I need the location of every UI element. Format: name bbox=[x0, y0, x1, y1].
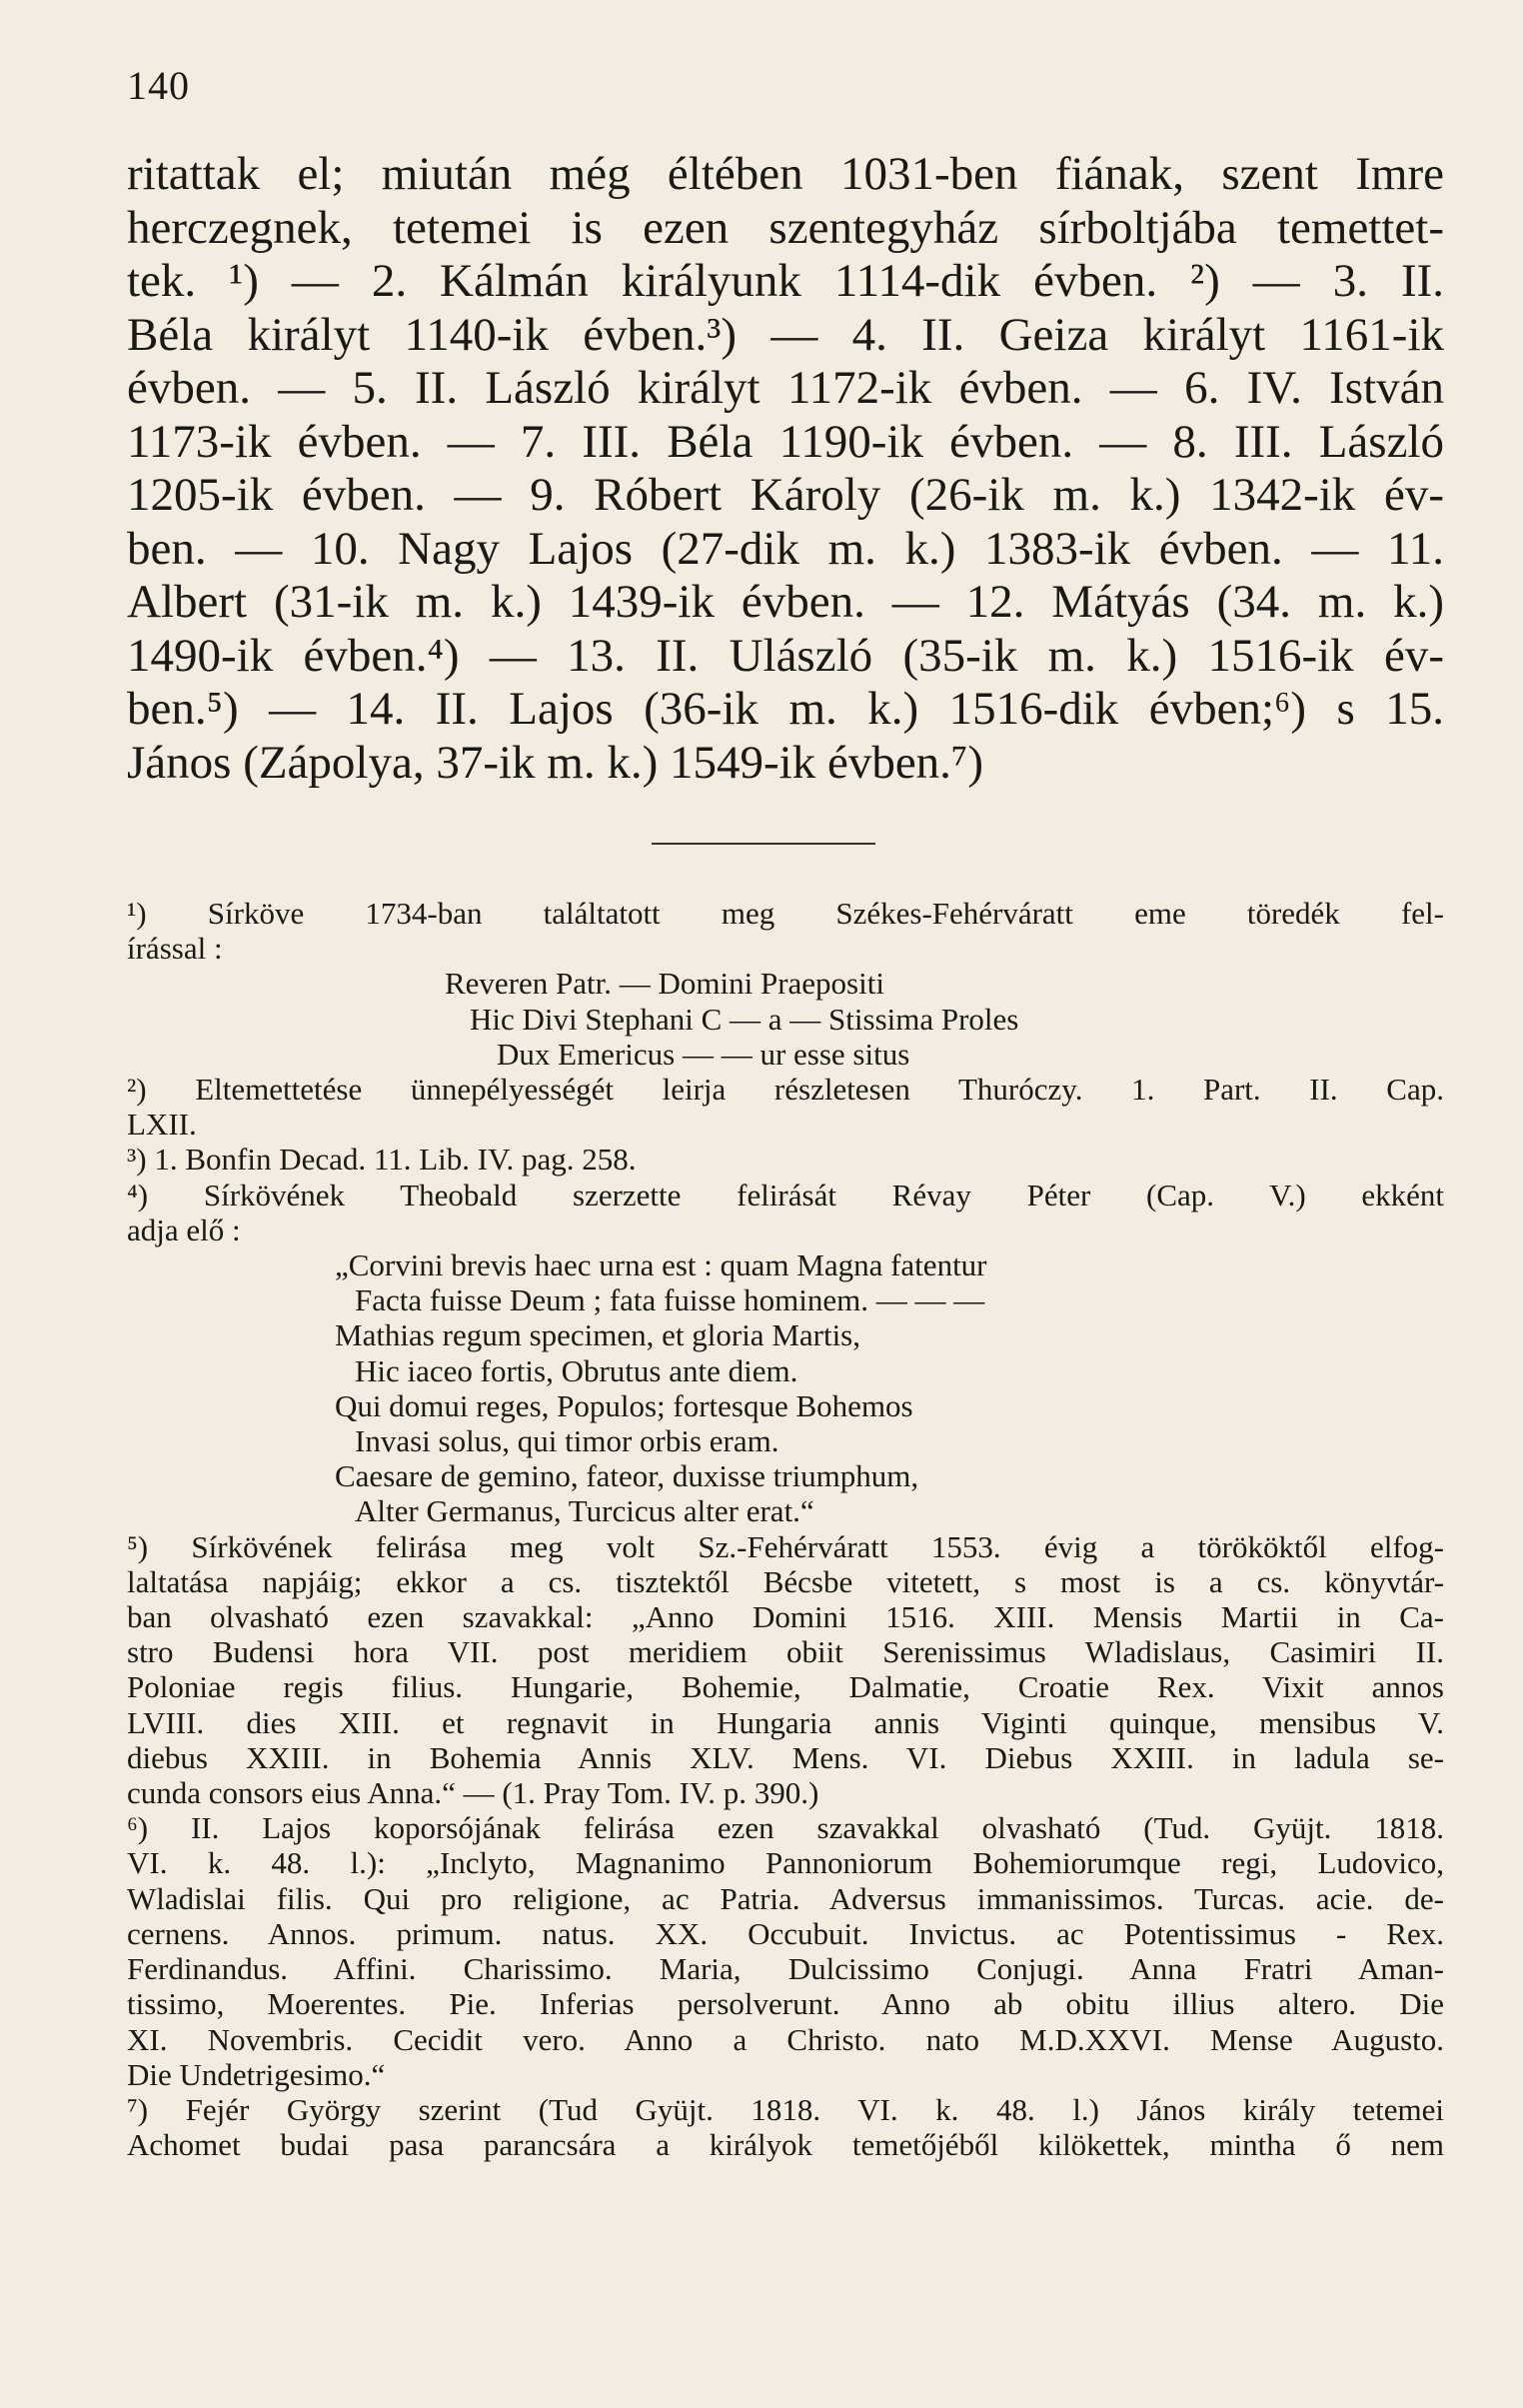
footnote-4-verse: Qui domui reges, Populos; fortesque Bohemos bbox=[335, 1387, 913, 1423]
main-text-line: János (Zápolya, 37-ik m. k.) 1549-ik évben.⁷) bbox=[127, 736, 983, 789]
page-number: 140 bbox=[127, 63, 190, 108]
footnote-4-verse: „Corvini brevis haec urna est : quam Magna fatentur bbox=[335, 1247, 987, 1283]
main-text-line: herczegnek, tetemei is ezen szentegyház sírboltjába temettet- bbox=[127, 201, 1444, 254]
footnote-5-line: ban olvasható ezen szavakkal: „Anno Domini 1516. XIII. Mensis Martii in Ca- bbox=[127, 1599, 1444, 1635]
footnote-6-line: tissimo, Moerentes. Pie. Inferias persolverunt. Anno ab obitu illius altero. Die bbox=[127, 1986, 1444, 2022]
footnote-2-line: LXII. bbox=[127, 1107, 197, 1143]
footnote-1-line: írással : bbox=[127, 931, 223, 967]
footnote-6-line: Die Undetrigesimo.“ bbox=[127, 2056, 386, 2092]
footnote-4-line: adja elő : bbox=[127, 1211, 241, 1247]
footnote-6-line: XI. Novembris. Cecidit vero. Anno a Christo. nato M.D.XXVI. Mense Augusto. bbox=[127, 2021, 1444, 2057]
main-text-block bbox=[127, 148, 1444, 790]
footnote-4-verse: Mathias regum specimen, et gloria Martis, bbox=[335, 1317, 861, 1353]
footnote-4-line: ⁴) Sírkövének Theobald szerzette felirását Révay Péter (Cap. V.) ekként bbox=[127, 1177, 1444, 1212]
footnotes-block bbox=[127, 896, 1444, 2162]
footnote-2-line: ²) Eltemettetése ünnepélyességét leirja részletesen Thuróczy. 1. Part. II. Cap. bbox=[127, 1072, 1444, 1108]
footnote-4-verse: Facta fuisse Deum ; fata fuisse hominem. — — — bbox=[355, 1282, 985, 1318]
footnote-5-line: Poloniae regis filius. Hungarie, Bohemie, Dalmatie, Croatie Rex. Vixit annos bbox=[127, 1669, 1444, 1705]
footnote-5-line: diebus XXIII. in Bohemia Annis XLV. Mens. VI. Diebus XXIII. in ladula se- bbox=[127, 1739, 1444, 1775]
footnote-6-line: cernens. Annos. primum. natus. XX. Occubuit. Invictus. ac Potentissimus - Rex. bbox=[127, 1915, 1444, 1951]
main-text-line: ritattak el; miután még éltében 1031-ben fiának, szent Imre bbox=[127, 148, 1444, 200]
main-text-line: tek. ¹) — 2. Kálmán királyunk 1114-dik évben. ²) — 3. II. bbox=[127, 255, 1444, 307]
footnote-4-verse: Hic iaceo fortis, Obrutus ante diem. bbox=[355, 1352, 798, 1388]
footnote-6-line: VI. k. 48. l.): „Inclyto, Magnanimo Pannoniorum Bohemiorumque regi, Ludovico, bbox=[127, 1845, 1444, 1881]
footnote-1-verse: Reveren Patr. — Domini Praepositi bbox=[445, 966, 884, 1002]
footnote-separator bbox=[652, 843, 875, 845]
footnote-4-verse: Caesare de gemino, fateor, duxisse triumphum, bbox=[335, 1458, 919, 1494]
footnote-1-line: ¹) Sírköve 1734-ban találtatott meg Székes-Fehérváratt eme töredék fel- bbox=[127, 896, 1444, 931]
footnote-3-line: ³) 1. Bonfin Decad. 11. Lib. IV. pag. 258. bbox=[127, 1142, 637, 1178]
main-text-line: 1490-ik évben.⁴) — 13. II. Ulászló (35-ik m. k.) 1516-ik év- bbox=[127, 629, 1444, 682]
footnote-5-line: stro Budensi hora VII. post meridiem obiit Serenissimus Wladislaus, Casimiri II. bbox=[127, 1634, 1444, 1670]
footnote-5-line: LVIII. dies XIII. et regnavit in Hungaria annis Viginti quinque, mensibus V. bbox=[127, 1704, 1444, 1740]
footnote-5-line: cunda consors eius Anna.“ — (1. Pray Tom. IV. p. 390.) bbox=[127, 1775, 819, 1811]
main-text-line: Béla királyt 1140-ik évben.³) — 4. II. Geiza királyt 1161-ik bbox=[127, 308, 1444, 361]
footnote-5-line: laltatása napjáig; ekkor a cs. tisztektől Bécsbe vitetett, s most is a cs. könyvtár- bbox=[127, 1563, 1444, 1599]
footnote-6-line: Wladislai filis. Qui pro religione, ac Patria. Adversus immanissimos. Turcas. acie. de- bbox=[127, 1880, 1444, 1916]
main-text-line: 1173-ik évben. — 7. III. Béla 1190-ik évben. — 8. III. László bbox=[127, 415, 1444, 468]
main-text-line: évben. — 5. II. László királyt 1172-ik évben. — 6. IV. István bbox=[127, 362, 1444, 414]
main-text-line: ben.⁵) — 14. II. Lajos (36-ik m. k.) 1516-dik évben;⁶) s 15. bbox=[127, 683, 1444, 735]
main-text-line: ben. — 10. Nagy Lajos (27-dik m. k.) 1383-ik évben. — 11. bbox=[127, 522, 1444, 575]
footnote-1-verse: Hic Divi Stephani C — a — Stissima Proles bbox=[470, 1001, 1019, 1037]
footnote-1-verse: Dux Emericus — — ur esse situs bbox=[497, 1036, 910, 1072]
footnote-6-line: Ferdinandus. Affini. Charissimo. Maria, Dulcissimo Conjugi. Anna Fratri Aman- bbox=[127, 1951, 1444, 1987]
main-text-line: 1205-ik évben. — 9. Róbert Károly (26-ik m. k.) 1342-ik év- bbox=[127, 469, 1444, 521]
footnote-7-line: ⁷) Fejér György szerint (Tud Gyüjt. 1818. VI. k. 48. l.) János király tetemei bbox=[127, 2091, 1444, 2127]
footnote-4-verse: Invasi solus, qui timor orbis eram. bbox=[355, 1423, 779, 1459]
footnote-5-line: ⁵) Sírkövének felirása meg volt Sz.-Fehérváratt 1553. évig a törököktől elfog- bbox=[127, 1528, 1444, 1564]
footnote-4-verse: Alter Germanus, Turcicus alter erat.“ bbox=[355, 1493, 814, 1529]
footnote-7-line: Achomet budai pasa parancsára a királyok temetőjéből kilökettek, mintha ő nem bbox=[127, 2127, 1444, 2163]
footnote-6-line: ⁶) II. Lajos koporsójának felirása ezen szavakkal olvasható (Tud. Gyüjt. 1818. bbox=[127, 1810, 1444, 1846]
main-text-line: Albert (31-ik m. k.) 1439-ik évben. — 12. Mátyás (34. m. k.) bbox=[127, 576, 1444, 628]
